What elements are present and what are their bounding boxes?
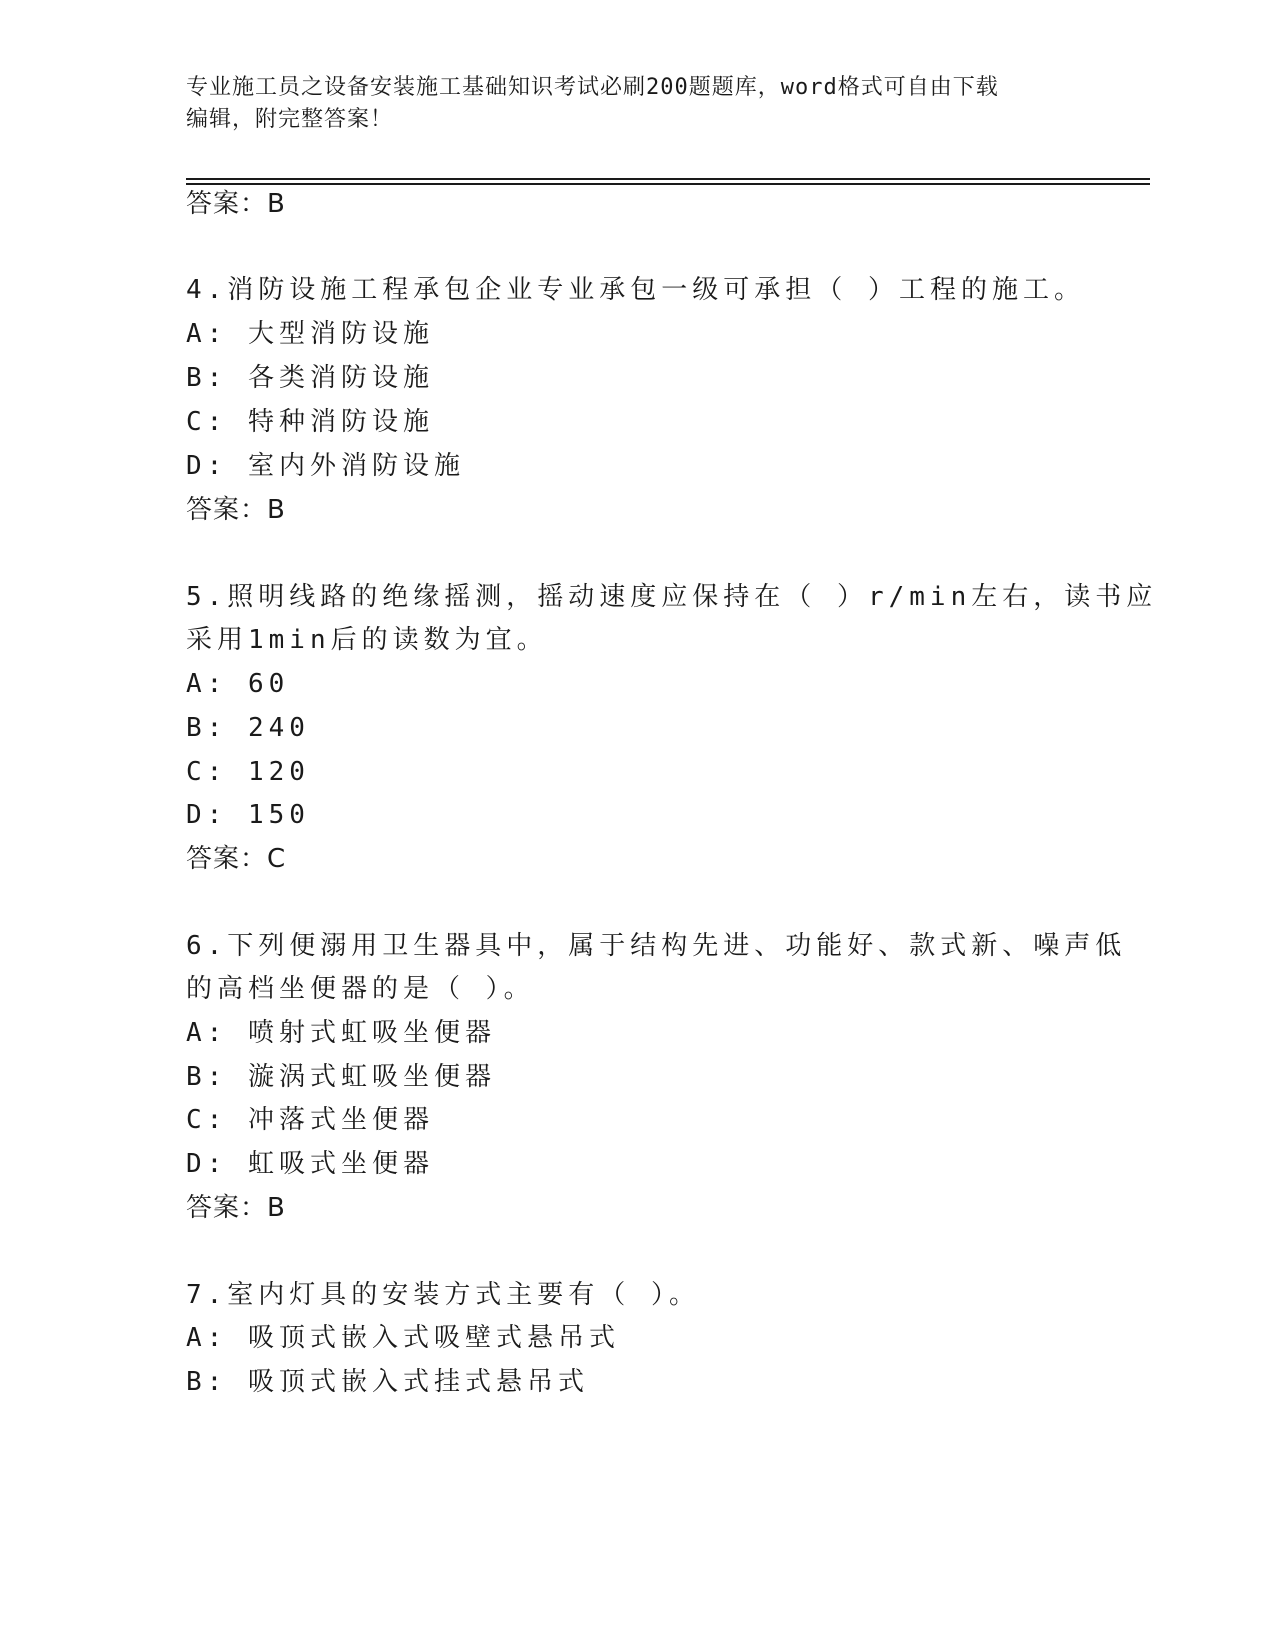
question-stem: 4.消防设施工程承包企业专业承包一级可承担（ ）工程的施工。 [186,275,1085,305]
option-b: B: 吸顶式嵌入式挂式悬吊式 [186,1367,589,1397]
header-line-1: 专业施工员之设备安装施工基础知识考试必刷200题题库，word格式可自由下载 [186,75,999,100]
option-a: A: 大型消防设施 [186,319,434,349]
option-c: C: 冲落式坐便器 [186,1105,434,1135]
option-b: B: 漩涡式虹吸坐便器 [186,1062,496,1092]
question-stem-line-1: 6.下列便溺用卫生器具中，属于结构先进、功能好、款式新、噪声低 [186,931,1127,961]
question-stem-line-1: 5.照明线路的绝缘摇测，摇动速度应保持在（ ）r/min左右，读书应 [186,582,1158,612]
question-stem: 7.室内灯具的安装方式主要有（ ）。 [186,1280,700,1310]
document-header [186,72,1066,136]
question-stem-line-2: 的高档坐便器的是（ ）。 [186,974,535,1004]
option-b: B: 各类消防设施 [186,363,434,393]
option-a: A: 喷射式虹吸坐便器 [186,1018,496,1048]
option-d: D: 150 [186,800,310,830]
option-d: D: 虹吸式坐便器 [186,1149,434,1179]
answer: 答案：C [186,844,287,874]
question-stem-line-2: 采用1min后的读数为宜。 [186,625,548,655]
header-divider-bottom [186,183,1150,185]
option-a: A: 60 [186,669,290,699]
answer: 答案：B [186,495,286,525]
option-c: C: 特种消防设施 [186,407,434,437]
answer-previous: 答案：B [186,189,286,219]
option-d: D: 室内外消防设施 [186,451,465,481]
header-divider-top [186,178,1150,180]
option-c: C: 120 [186,757,310,787]
option-a: A: 吸顶式嵌入式吸壁式悬吊式 [186,1323,620,1353]
header-line-2: 编辑，附完整答案！ [186,107,394,132]
answer: 答案：B [186,1193,286,1223]
option-b: B: 240 [186,713,310,743]
